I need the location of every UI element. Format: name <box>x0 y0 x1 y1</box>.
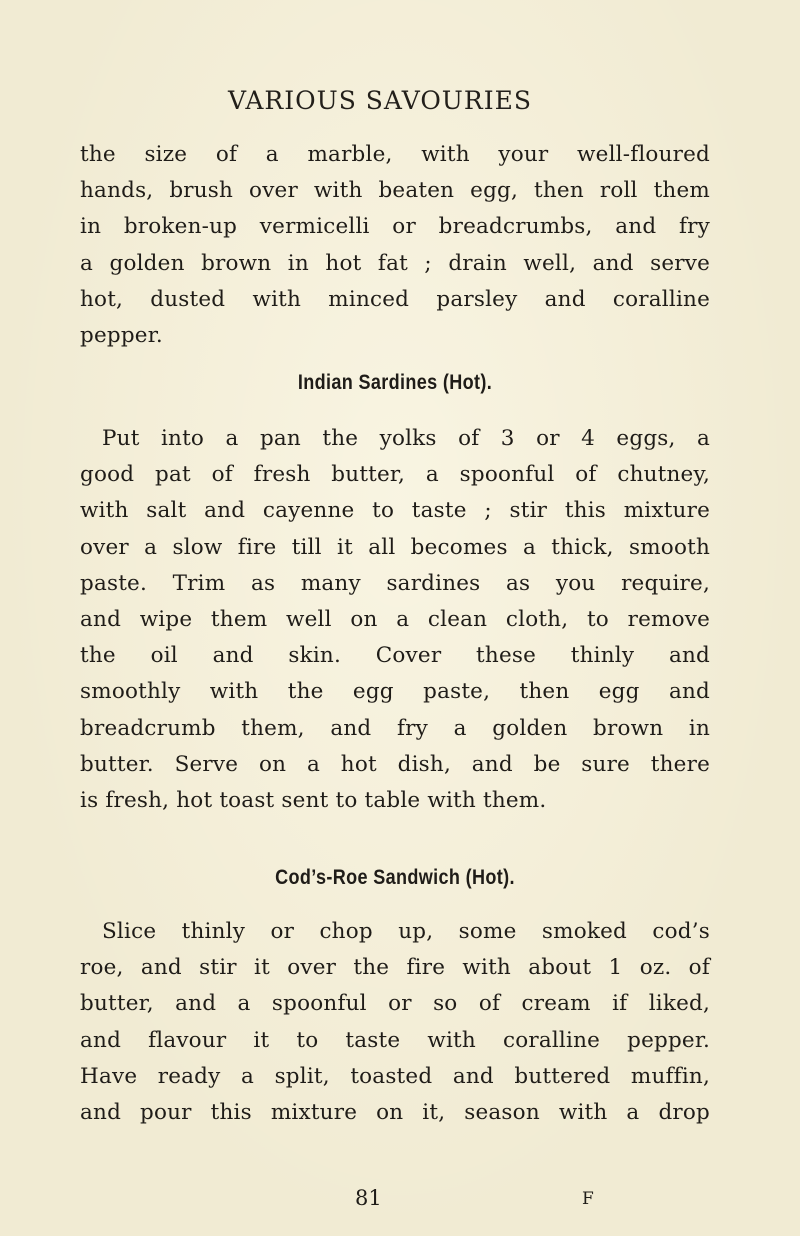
continuation-paragraph <box>80 137 710 354</box>
recipe-body-indian-sardines <box>80 421 710 819</box>
text-line: with salt and cayenne to taste ; stir this mixture <box>80 498 710 524</box>
recipe-body-cods-roe-sandwich <box>80 914 710 1131</box>
text-line: good pat of fresh butter, a spoonful of chutney, <box>80 462 710 488</box>
text-line: butter. Serve on a hot dish, and be sure there <box>80 751 710 777</box>
text-line: butter, and a spoonful or so of cream if liked, <box>80 991 710 1017</box>
recipe-title-indian-sardines: Indian Sardines (Hot). <box>297 371 493 394</box>
text-line: hot, dusted with minced parsley and coralline <box>80 286 710 312</box>
text-line: breadcrumb them, and fry a golden brown in <box>80 715 710 741</box>
text-line: Slice thinly or chop up, some smoked cod’s <box>102 919 710 944</box>
text-line: pepper. <box>80 323 163 349</box>
recipe-title-cods-roe-sandwich: Cod’s-Roe Sandwich (Hot). <box>275 866 515 889</box>
text-line: is fresh, hot toast sent to table with them. <box>80 788 547 814</box>
page-number: 81 <box>355 1186 382 1210</box>
text-line: roe, and stir it over the fire with about 1 oz. of <box>80 955 710 981</box>
text-line: Put into a pan the yolks of 3 or 4 eggs, a <box>102 426 710 451</box>
running-head: VARIOUS SAVOURIES <box>228 86 532 115</box>
text-line: paste. Trim as many sardines as you require, <box>80 570 710 596</box>
text-line: hands, brush over with beaten egg, then roll them <box>80 178 710 204</box>
text-line: and flavour it to taste with coralline pepper. <box>80 1027 710 1053</box>
text-line: the size of a marble, with your well-floured <box>80 142 710 167</box>
text-line: and wipe them well on a clean cloth, to remove <box>80 607 710 633</box>
text-line: over a slow fire till it all becomes a thick, smooth <box>80 534 710 560</box>
text-line: in broken-up vermicelli or breadcrumbs, and fry <box>80 214 710 240</box>
signature-mark: F <box>582 1189 594 1209</box>
text-line: and pour this mixture on it, season with a drop <box>80 1100 710 1126</box>
text-line: smoothly with the egg paste, then egg and <box>80 679 710 705</box>
text-line: a golden brown in hot fat ; drain well, and serve <box>80 250 710 276</box>
text-line: the oil and skin. Cover these thinly and <box>80 643 710 669</box>
text-line: Have ready a split, toasted and buttered muffin, <box>80 1063 710 1089</box>
